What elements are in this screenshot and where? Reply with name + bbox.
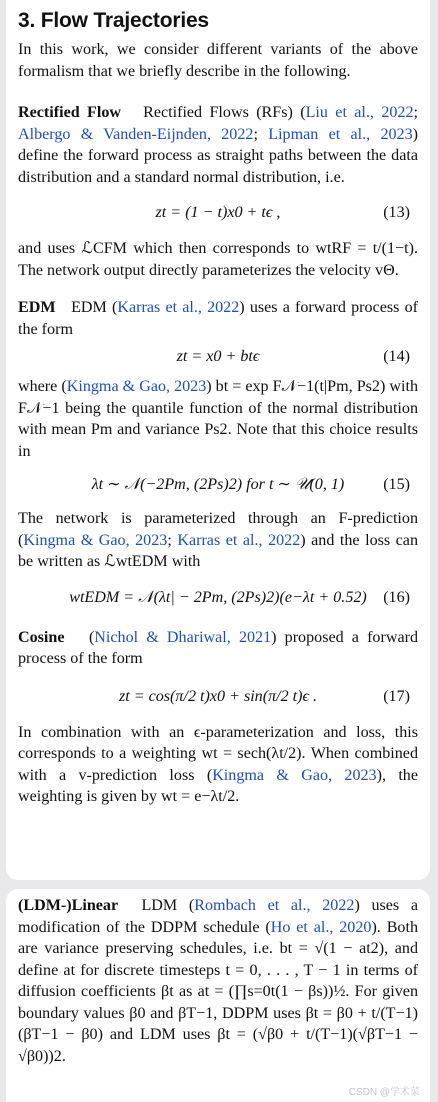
equation-15: λt ∼ 𝒩(−2Pm, (2Ps)2) for t ∼ 𝒰(0, 1) (15)	[18, 474, 418, 496]
edm-heading: EDM	[18, 299, 56, 316]
section-title: 3. Flow Trajectories	[18, 9, 209, 32]
ldm-paragraph: (LDM-)Linear LDM (Rombach et al., 2022) uses a modification of the DDPM schedule (Ho et al., 2020). Both are variance preserving schedules, i.e. bt = √(1 − at2), and define at for discrete timesteps t = 0, . . . , T − 1 in terms of diffusion coefficients βt as at = (∏s=0t(1 − βs))½. For given boundary values β0 and βT−1, DDPM uses βt = β0 + t/(T−1)(βT−1 − β0) and LDM uses βt = (√β0 + t/(T−1)(√βT−1 − √β0))2.	[18, 897, 418, 1065]
equation-number: (16)	[383, 588, 410, 606]
citation-link[interactable]: Ho et al., 2020	[270, 918, 372, 936]
equation-14: zt = x0 + btϵ (14)	[18, 346, 418, 368]
rf-after: and uses ℒCFM which then corresponds to wtRF = t/(1−t). The network output directly parameterizes the velocity vΘ.	[18, 240, 418, 279]
watermark: CSDN @学术菜	[348, 1087, 420, 1098]
equation-13: zt = (1 − t)x0 + tϵ , (13)	[18, 202, 418, 224]
paper-section-card	[6, 0, 430, 880]
equation-number: (14)	[383, 348, 410, 365]
rf-paragraph: Rectified Flow Rectified Flows (RFs) (Liu et al., 2022; Albergo & Vanden-Eijnden, 2022; Lipman et al., 2023) define the forward process as straight paths between the data distribution and a standard normal distribution, i.e.	[18, 104, 419, 186]
citation-link[interactable]: Karras et al., 2022	[177, 531, 301, 549]
citation-link[interactable]: Nichol & Dhariwal, 2021	[94, 628, 272, 646]
equation-number: (15)	[383, 476, 410, 493]
citation-link[interactable]: Kingma & Gao, 2023	[212, 766, 377, 784]
equation-number: (13)	[383, 204, 410, 221]
ldm-heading: (LDM-)Linear	[18, 897, 119, 914]
ldm-card	[6, 889, 430, 1102]
intro-paragraph: In this work, we consider different variants of the above formalism that we briefly describe in the following.	[18, 41, 418, 80]
citation-link[interactable]: Liu et al., 2022	[305, 104, 414, 121]
citation-link[interactable]: Kingma & Gao, 2023	[66, 378, 207, 395]
cosine-paragraph: Cosine (Nichol & Dhariwal, 2021) proposed a forward process of the form	[18, 628, 419, 667]
rf-heading: Rectified Flow	[18, 104, 122, 121]
citation-link[interactable]: Rombach et al., 2022	[194, 897, 355, 914]
cosine-heading: Cosine	[18, 628, 65, 646]
edm-where: where (Kingma & Gao, 2023) bt = exp F𝒩−1(t|Pm, Ps2) with F𝒩−1 being the quantile function of the normal distribution with mean Pm and variance Ps2. Note that this choice results in	[18, 378, 418, 460]
equation-16: wtEDM = 𝒩(λt| − 2Pm, (2Ps)2)(e−λt + 0.52) (16)	[18, 587, 418, 609]
citation-link[interactable]: Lipman et al., 2023	[268, 125, 413, 143]
edm-network: The network is parameterized through an F-prediction (Kingma & Gao, 2023; Karras et al., 2022) and the loss can be written as ℒwtEDM with	[18, 510, 418, 570]
citation-link[interactable]: Kingma & Gao, 2023	[23, 531, 168, 549]
citation-link[interactable]: Karras et al., 2022	[117, 299, 240, 316]
edm-paragraph: EDM EDM (Karras et al., 2022) uses a forward process of the form	[18, 299, 418, 338]
cosine-after: In combination with an ϵ-parameterization and loss, this corresponds to a weighting wt = sech(λt/2). When combined with a v-prediction loss (Kingma & Gao, 2023), the weighting is given by wt = e−λt/2.	[18, 723, 418, 805]
equation-17: zt = cos(π/2 t)x0 + sin(π/2 t)ϵ . (17)	[18, 686, 418, 708]
equation-number: (17)	[383, 687, 410, 705]
citation-link[interactable]: Albergo & Vanden-Eijnden, 2022	[18, 125, 254, 143]
